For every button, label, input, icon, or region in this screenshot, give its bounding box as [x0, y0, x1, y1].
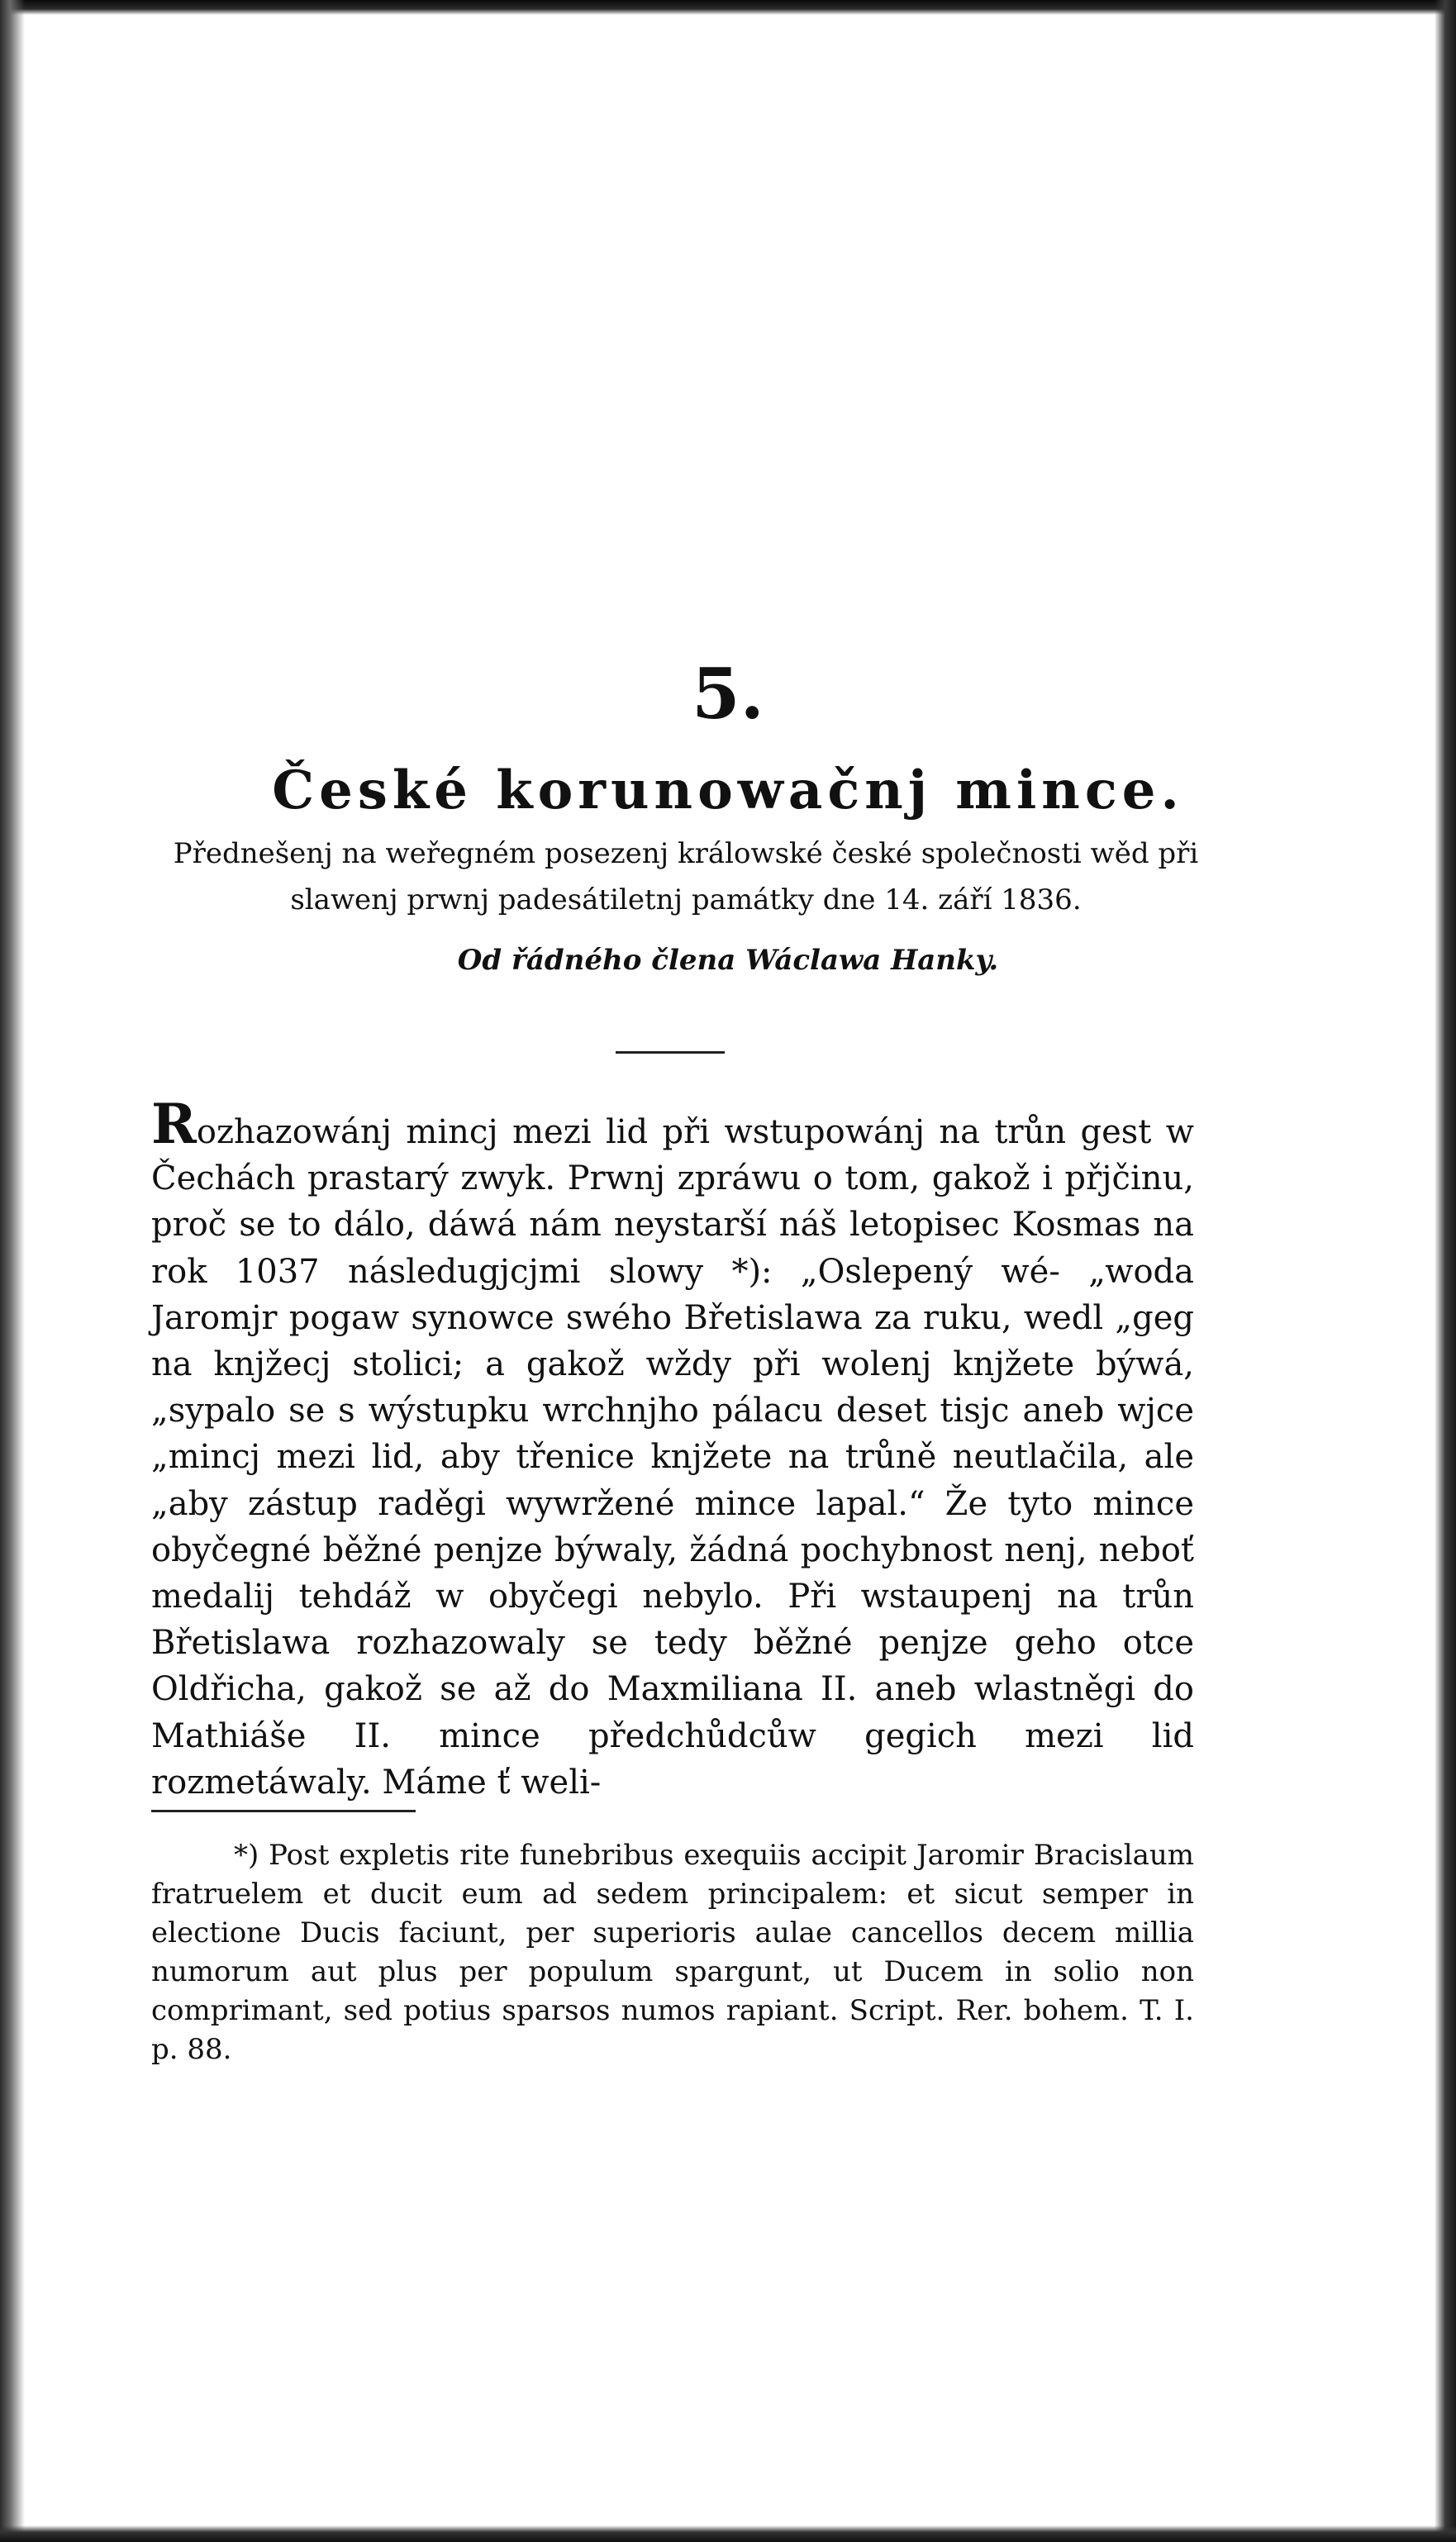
body-paragraph [151, 1092, 1194, 1806]
scan-edge-right [1435, 0, 1456, 2542]
chapter-number: 5. [692, 653, 764, 735]
page-title: České korunowačnj mince. [272, 759, 1184, 821]
scan-edge-bottom [0, 2525, 1456, 2542]
body-text: ozhazowánj mincj mezi lid při wstupowánj na trůn gest w Čechách prastarý zwyk. Prwnj zpráwu o tom, gakož i přjčinu, proč se to dálo, dáwá nám neystarší náš letopisec Kosmas na rok 1037 následugjcjmi slowy *): „Oslepený wé- „woda Jaromjr pogaw synowce swého Břetislawa za ruku, wedl „geg na knjžecj stolici; a gakož wždy při wolenj knjžete býwá, „sypalo se s wýstupku wrchnjho pálacu deset tisjc aneb wjce „mincj mezi lid, aby třenice knjžete na trůně neutlačila, ale „aby zástup raděgi wywržené mince lapal.“ Že tyto mince obyčegné běžné penjze býwaly, žádná pochybnost nenj, neboť medalij tehdáž w obyčegi nebylo. Při wstaupenj na trůn Břetislawa rozhazowaly se tedy běžné penjze geho otce Oldřicha, gakož se až do Maxmiliana II. aneb wlastněgi do Mathiáše II. mince předchůdcůw gegich mezi lid rozmetáwaly. Máme ť weli- [151, 1113, 1194, 1802]
author-line: Od řádného člena Wáclawa Hanky. [457, 944, 999, 977]
scan-edge-left [0, 0, 25, 2542]
scan-edge-top [0, 0, 1456, 15]
title-divider [616, 1051, 725, 1054]
footnote-divider [151, 1810, 416, 1812]
drop-cap: R [151, 1092, 197, 1156]
subtitle: Přednešenj na weřegném posezenj králowské české společnosti wěd při slawenj prwnj padesátiletnj památky dne 14. září 1836. [173, 837, 1199, 916]
footnote: *) Post expletis rite funebribus exequiis accipit Jaromir Bracislaum fratruelem et ducit eum ad sedem principalem: et sicut semper in electione Ducis faciunt, per superioris aulae cancellos decem millia numorum aut plus per populum spargunt, ut Ducem in solio non comprimant, sed potius sparsos numos rapiant. Script. Rer. bohem. T. I. p. 88. [151, 1839, 1194, 2066]
